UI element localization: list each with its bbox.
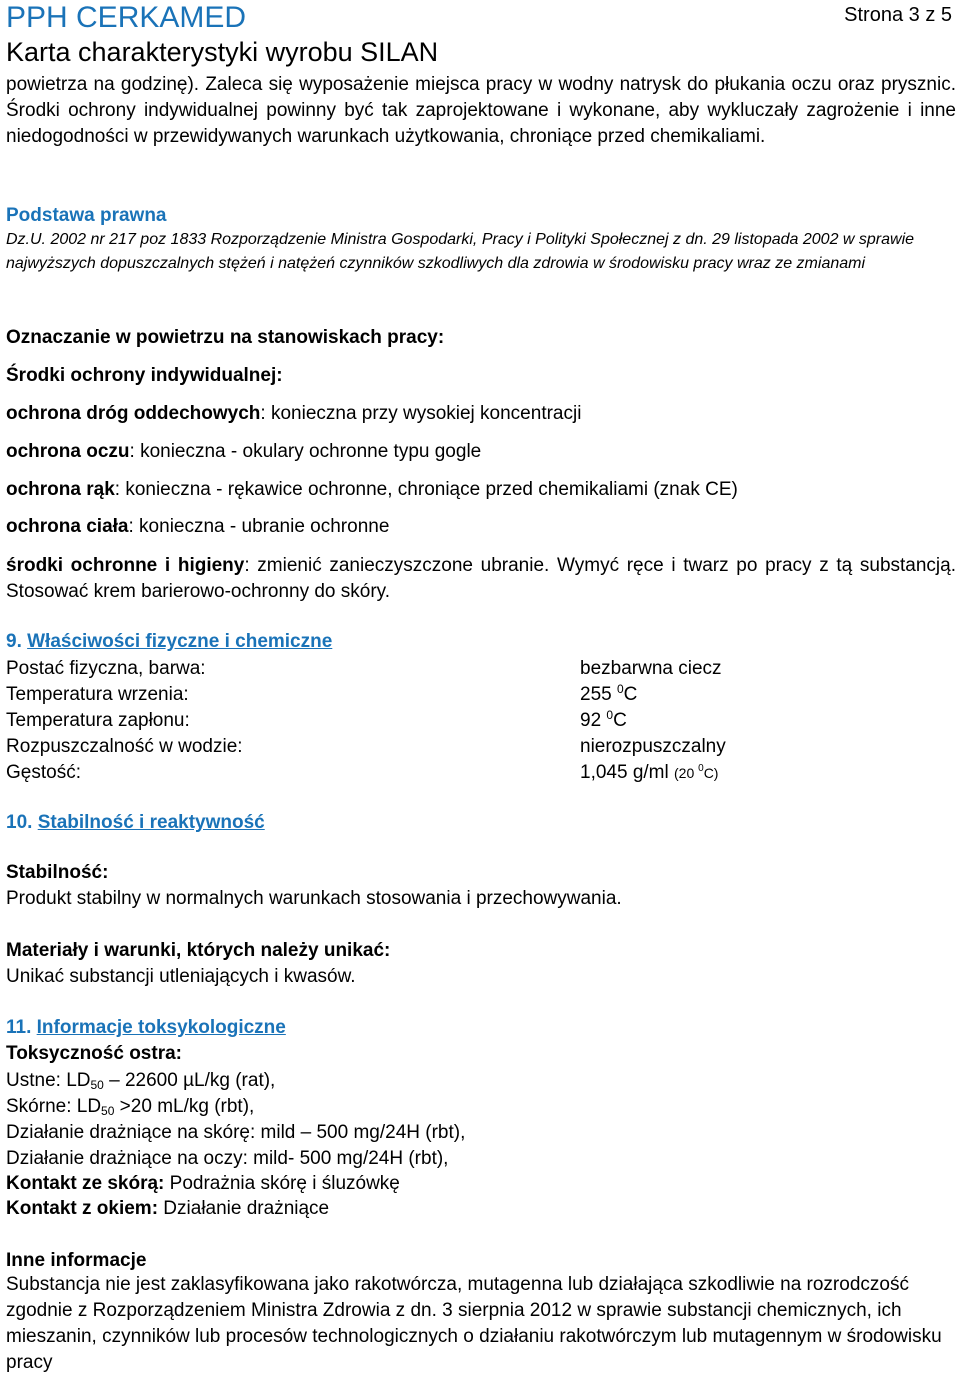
ppe-label: ochrona oczu xyxy=(6,441,130,462)
ppe-label: ochrona ciała xyxy=(6,516,129,537)
property-value: nierozpuszczalny xyxy=(580,736,726,757)
stability-heading: Stabilność: xyxy=(6,862,109,883)
ppe-text: : konieczna - ubranie ochronne xyxy=(128,516,390,537)
property-value xyxy=(580,682,637,708)
property-label: Rozpuszczalność w wodzie: xyxy=(6,736,243,757)
dermal-toxicity xyxy=(6,1094,254,1120)
section-title: Właściwości fizyczne i chemiczne xyxy=(27,631,333,652)
ppe-label: ochrona dróg oddechowych xyxy=(6,403,261,424)
value-number: 255 xyxy=(580,684,617,705)
property-value: bezbarwna ciecz xyxy=(580,658,722,679)
property-label: Postać fizyczna, barwa: xyxy=(6,658,206,679)
property-label: Temperatura wrzenia: xyxy=(6,684,189,705)
ppe-item-eyes xyxy=(6,439,481,465)
oral-pre: Ustne: LD xyxy=(6,1070,91,1091)
stability-text: Produkt stabilny w normalnych warunkach stosowania i przechowywania. xyxy=(6,888,622,909)
ppe-text: : konieczna - okulary ochronne typu gogle xyxy=(129,441,482,462)
skin-contact xyxy=(6,1171,400,1197)
ppe-text: : konieczna - rękawice ochronne, chroniące przed chemikaliami (znak CE) xyxy=(114,479,738,500)
ld-subscript: 50 xyxy=(90,1078,104,1092)
value-number: 1,045 g/ml xyxy=(580,762,674,783)
property-value xyxy=(580,708,627,734)
intro-paragraph: powietrza na godzinę). Zaleca się wyposażenie miejsca pracy w wodny natrysk do płukania oczu oraz prysznic. Środki ochrony indywidualnej powinny być tak zaprojektowane i wykonane, aby wykluczały zagrożenie i inne niedogodności w przewidywanych warunkach użytkowania, chroniące przed chemikaliami. xyxy=(6,74,956,147)
value-number: 92 xyxy=(580,710,607,731)
eye-contact xyxy=(6,1196,329,1222)
value-unit: C xyxy=(613,710,627,731)
page-number: Strona 3 z 5 xyxy=(844,4,952,26)
property-label: Temperatura zapłonu: xyxy=(6,710,190,731)
ld-subscript: 50 xyxy=(101,1104,115,1118)
property-label: Gęstość: xyxy=(6,762,81,783)
value-note xyxy=(674,765,718,781)
avoid-text: Unikać substancji utleniających i kwasów. xyxy=(6,966,356,987)
other-info-text: Substancja nie jest zaklasyfikowana jako rakotwórcza, mutagenna lub działająca szkodliwie na rozrodczość zgodnie z Rozporządzeniem Ministra Zdrowia z dn. 3 sierpnia 2012 w sprawie substancji chemicznych, ich mieszanin, czynników lub procesów technologicznych o działaniu rakotwórczym lub mutagennym w środowisku pracy xyxy=(6,1274,942,1373)
legal-heading: Podstawa prawna xyxy=(6,205,167,226)
value-unit: C xyxy=(623,684,638,705)
section-number: 11. xyxy=(6,1017,37,1038)
acute-toxicity-heading: Toksyczność ostra: xyxy=(6,1043,182,1064)
hygiene-text: : zmienić zanieczyszczone ubranie. Wymyć ręce i twarz po pracy z tą substancją. Stosować krem barierowo-ochronny do skóry. xyxy=(6,555,956,602)
section-9-heading xyxy=(6,629,332,655)
note-pre: (20 xyxy=(674,765,699,781)
document-title: Karta charakterystyki wyrobu SILAN xyxy=(6,37,439,67)
dermal-post: >20 mL/kg (rbt), xyxy=(114,1096,255,1117)
ppe-item-respiratory xyxy=(6,401,581,427)
eye-contact-text: Działanie drażniące xyxy=(158,1198,330,1219)
other-info-heading: Inne informacje xyxy=(6,1250,147,1271)
ppe-heading: Środki ochrony indywidualnej: xyxy=(6,365,283,386)
legal-text: Dz.U. 2002 nr 217 poz 1833 Rozporządzenie Ministra Gospodarki, Pracy i Polityki Społecznej z dn. 29 listopada 2002 w sprawie najwyższych dopuszczalnych stężeń i natężeń czynników szkodliwych dla zdrowia w środowisku pracy wraz ze zmianami xyxy=(6,231,915,272)
dermal-pre: Skórne: LD xyxy=(6,1096,102,1117)
eye-irritation: Działanie drażniące na oczy: mild- 500 mg/24H (rbt), xyxy=(6,1148,449,1169)
skin-contact-text: Podrażnia skórę i śluzówkę xyxy=(164,1173,400,1194)
ppe-item-body xyxy=(6,514,389,540)
degree-superscript: 0 xyxy=(698,763,704,774)
degree-superscript: 0 xyxy=(606,708,614,722)
property-value xyxy=(580,760,718,786)
oral-post: – 22600 µL/kg (rat), xyxy=(103,1070,276,1091)
hygiene-paragraph xyxy=(6,553,956,605)
section-10-heading xyxy=(6,810,265,836)
air-monitoring-heading: Oznaczanie w powietrzu na stanowiskach pracy: xyxy=(6,327,445,348)
section-11-heading xyxy=(6,1015,286,1041)
degree-superscript: 0 xyxy=(616,682,624,696)
company-name: PPH CERKAMED xyxy=(6,1,247,34)
oral-toxicity xyxy=(6,1068,275,1094)
ppe-item-hands xyxy=(6,477,738,503)
avoid-heading: Materiały i warunki, których należy unikać: xyxy=(6,940,391,961)
skin-contact-label: Kontakt ze skórą: xyxy=(6,1173,165,1194)
section-title: Informacje toksykologiczne xyxy=(36,1017,286,1038)
eye-contact-label: Kontakt z okiem: xyxy=(6,1198,159,1219)
section-number: 10. xyxy=(6,812,38,833)
section-number: 9. xyxy=(6,631,28,652)
section-title: Stabilność i reaktywność xyxy=(37,812,265,833)
ppe-label: ochrona rąk xyxy=(6,479,115,500)
hygiene-label: środki ochronne i higieny xyxy=(6,555,245,576)
skin-irritation: Działanie drażniące na skórę: mild – 500 mg/24H (rbt), xyxy=(6,1122,466,1143)
note-post: C) xyxy=(703,765,719,781)
ppe-text: : konieczna przy wysokiej koncentracji xyxy=(260,403,582,424)
